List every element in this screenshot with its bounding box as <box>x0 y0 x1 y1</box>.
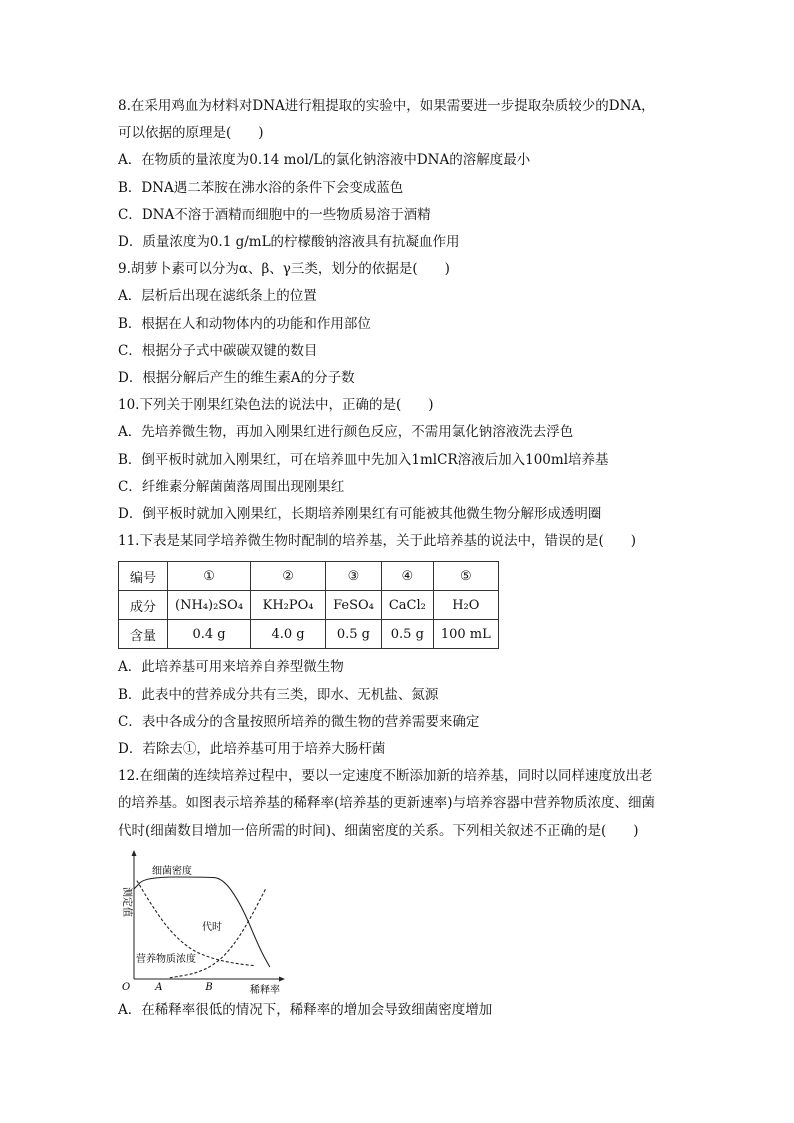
x-tick-label: A <box>155 981 163 993</box>
q9-option-a[interactable]: A．层析后出现在滤纸条上的位置 <box>118 288 317 305</box>
table-cell: ③ <box>326 562 382 591</box>
y-axis-arrow <box>132 850 137 856</box>
x-tick-label: B <box>205 981 213 993</box>
table-cell: (NH₄)₂SO₄ <box>168 591 251 620</box>
table-header-component: 成分 <box>119 591 168 620</box>
q12-stem-line1: 12.在细菌的连续培养过程中，要以一定速度不断添加新的培养基，同时以同样速度放出老 <box>118 768 653 785</box>
question-content <box>118 93 678 1024</box>
y-axis-label: 测定值 <box>121 886 132 917</box>
table-cell: 100 mL <box>433 620 498 649</box>
table-row <box>119 562 499 591</box>
dilution-chart <box>112 847 292 997</box>
table-row <box>119 620 499 649</box>
table-cell: ② <box>251 562 326 591</box>
x-axis-label: 稀释率 <box>250 984 280 996</box>
q11-option-b[interactable]: B．此表中的营养成分共有三类，即水、无机盐、氮源 <box>118 686 439 703</box>
table-cell: ① <box>168 562 251 591</box>
q10-option-b[interactable]: B．倒平板时就加入刚果红，可在培养皿中先加入1mlCR溶液后加入100ml培养基 <box>118 451 609 468</box>
q12-stem-line3: 代时(细菌数目增加一倍所需的时间)、细菌密度的关系。下列相关叙述不正确的是( ) <box>118 822 639 839</box>
table-header-amount: 含量 <box>119 620 168 649</box>
table-cell: ⑤ <box>433 562 498 591</box>
table-cell: 0.5 g <box>381 620 433 649</box>
q8-stem-line2: 可以依据的原理是( ) <box>118 125 264 142</box>
table-cell: 0.4 g <box>168 620 251 649</box>
q11-option-c[interactable]: C．表中各成分的含量按照所培养的微生物的营养需要来确定 <box>118 713 480 730</box>
table-row <box>119 591 499 620</box>
q11-option-a[interactable]: A．此培养基可用来培养自养型微生物 <box>118 659 344 676</box>
x-axis-arrow <box>279 976 285 981</box>
table-cell: H₂O <box>433 591 498 620</box>
q8-option-c[interactable]: C．DNA不溶于酒精而细胞中的一些物质易溶于酒精 <box>118 206 431 223</box>
q8-option-a[interactable]: A．在物质的量浓度为0.14 mol/L的氯化钠溶液中DNA的溶解度最小 <box>118 152 531 169</box>
q9-option-c[interactable]: C．根据分子式中碳碳双键的数目 <box>118 342 318 359</box>
series-label-generation-time: 代时 <box>202 921 222 933</box>
q8-option-b[interactable]: B．DNA遇二苯胺在沸水浴的条件下会变成蓝色 <box>118 179 404 196</box>
chart-svg <box>112 847 292 997</box>
q9-stem: 9.胡萝卜素可以分为α、β、γ三类，划分的依据是( ) <box>118 261 450 278</box>
table-cell: 4.0 g <box>251 620 326 649</box>
q9-option-d[interactable]: D．根据分解后产生的维生素A的分子数 <box>118 370 355 387</box>
q8-option-d[interactable]: D．质量浓度为0.1 g/mL的柠檬酸钠溶液具有抗凝血作用 <box>118 234 460 251</box>
table-cell: CaCl₂ <box>381 591 433 620</box>
q9-option-b[interactable]: B．根据在人和动物体内的功能和作用部位 <box>118 315 371 332</box>
q10-option-a[interactable]: A．先培养微生物，再加入刚果红进行颜色反应，不需用氯化钠溶液洗去浮色 <box>118 424 574 441</box>
q12-option-a[interactable]: A．在稀释率很低的情况下，稀释率的增加会导致细菌密度增加 <box>118 1001 493 1018</box>
q11-option-d[interactable]: D．若除去①，此培养基可用于培养大肠杆菌 <box>118 741 386 758</box>
series-label-bacteria-density: 细菌密度 <box>152 865 192 877</box>
q8-stem-line1: 8.在采用鸡血为材料对DNA进行粗提取的实验中，如果需要进一步提取杂质较少的DNA， <box>118 98 655 114</box>
series-label-nutrient-concentration: 营养物质浓度 <box>136 953 196 965</box>
q10-option-d[interactable]: D．倒平板时就加入刚果红，长期培养刚果红有可能被其他微生物分解形成透明圈 <box>118 506 602 523</box>
origin-label: O <box>122 981 131 993</box>
q10-option-c[interactable]: C．纤维素分解菌菌落周围出现刚果红 <box>118 478 345 495</box>
table-cell: KH₂PO₄ <box>251 591 326 620</box>
q12-stem-line2: 的培养基。如图表示培养基的稀释率(培养基的更新速率)与培养容器中营养物质浓度、细菌 <box>118 795 656 812</box>
table-cell: 0.5 g <box>326 620 382 649</box>
q10-stem: 10.下列关于刚果红染色法的说法中，正确的是( ) <box>118 397 434 414</box>
table-cell: ④ <box>381 562 433 591</box>
medium-table <box>118 561 499 649</box>
q11-stem: 11.下表是某同学培养微生物时配制的培养基，关于此培养基的说法中，错误的是( ) <box>118 533 637 550</box>
table-header-id: 编号 <box>119 562 168 591</box>
table-cell: FeSO₄ <box>326 591 382 620</box>
x-ticks <box>154 982 212 993</box>
